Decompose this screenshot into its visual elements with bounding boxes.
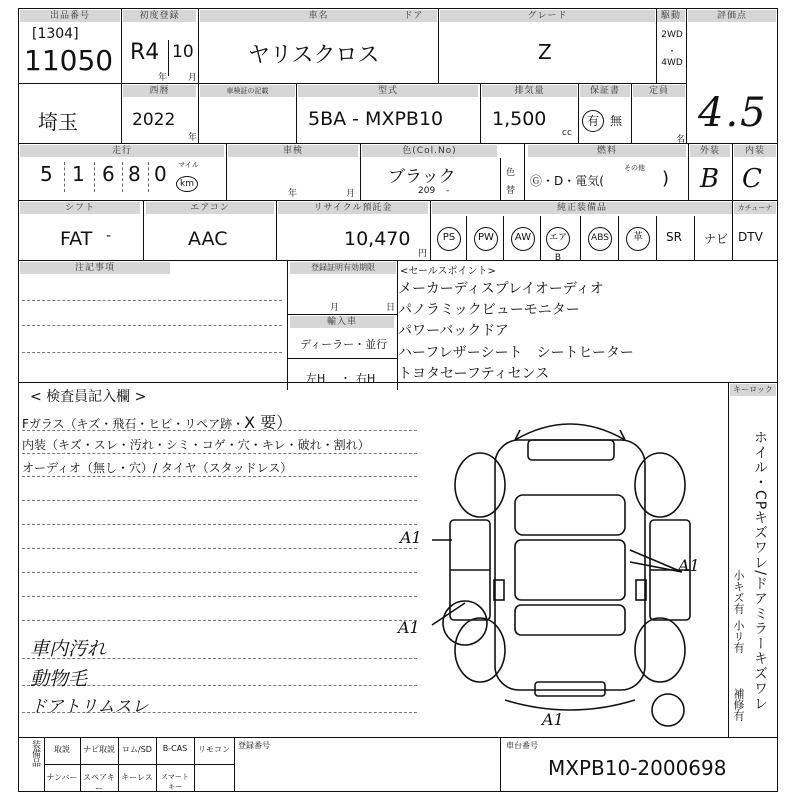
inspector-line-3: オーディオ（無し・穴）/ タイヤ（スタッドレス）: [22, 461, 293, 475]
hdr-mileage: 走行: [20, 145, 224, 157]
divider: [480, 83, 481, 143]
divider: [728, 382, 729, 737]
divider: [694, 216, 695, 260]
car-name: ヤリスクロス: [248, 43, 380, 68]
hdr-exterior: 外装: [690, 145, 730, 157]
import-type: ディーラー・並行: [300, 338, 388, 351]
divider: [686, 8, 687, 143]
divider: [466, 216, 467, 260]
hdr-reg-expiry: 登録証明有効期限: [290, 262, 396, 274]
note-animal-hair: 動物毛: [30, 668, 88, 690]
first-reg-month: 10: [172, 42, 194, 62]
fuel-options: Ⓖ・D・電気(: [530, 174, 604, 188]
fuel-other: その他: [624, 164, 645, 172]
mark-line-left: [432, 603, 465, 625]
hdr-equipment: 純正装備品: [432, 202, 732, 214]
divider: [296, 83, 297, 143]
mileage-digit-3: 6: [102, 162, 115, 186]
note-interior-dirt: 車内汚れ: [30, 638, 107, 660]
divider: [22, 453, 417, 454]
divider: [578, 83, 579, 143]
divider: [22, 325, 282, 326]
interior-grade: C: [742, 164, 762, 194]
divider: [198, 8, 199, 83]
divider: [18, 737, 778, 738]
divider: [22, 300, 282, 301]
rear-left-wheel: [455, 618, 505, 682]
region: 埼玉: [38, 110, 78, 134]
rear-hatch: [535, 682, 605, 696]
sales-point-5: トヨタセーフティセンス: [398, 366, 550, 382]
side-note-small-3: 補修有: [732, 688, 745, 721]
divider: [64, 162, 65, 192]
warranty-no: 無: [610, 114, 623, 128]
hdr-model: 型式: [298, 85, 478, 97]
divider: [287, 260, 288, 390]
divider: [438, 8, 439, 83]
windshield: [515, 495, 625, 535]
divider: [44, 764, 234, 765]
divider: [732, 143, 733, 200]
hdr-shift: シフト: [20, 202, 140, 214]
bottom-col4-top: B-CAS: [162, 744, 188, 753]
chassis-number: MXPB10-2000698: [548, 756, 727, 780]
inspector-line-1-mark: X 要）: [244, 413, 293, 432]
color-side-top: 色: [506, 168, 516, 178]
first-reg-era: R4: [130, 40, 160, 65]
note-door-trim: ドアトリムスレ: [30, 697, 149, 717]
front-bumper-outline: [515, 424, 625, 440]
mark-line-right: [630, 550, 682, 572]
side-note-vertical: ホイル・CPキズワレ/ドアミラーキズワレ: [752, 430, 768, 711]
hdr-recycle-note: 車検証の記載: [200, 85, 295, 97]
divider: [122, 162, 123, 192]
sales-point-2: パノラミックビューモニター: [398, 302, 580, 318]
bottom-col1-bottom: ナンバー: [46, 773, 78, 782]
wheel-mark-circle: [443, 601, 487, 645]
hdr-year-western: 西暦: [123, 85, 196, 97]
cc-unit: cc: [562, 128, 572, 138]
bottom-col2-top: ナビ取説: [83, 745, 115, 754]
mark-right-door: A1: [678, 556, 700, 575]
divider: [22, 500, 417, 501]
chassis-no-label: 車台番号: [506, 741, 538, 750]
equip-aw: AW: [511, 227, 535, 251]
equip-abs: ABS: [588, 227, 612, 251]
frame-top: [18, 8, 778, 9]
hdr-fuel: 燃料: [528, 145, 686, 157]
inspector-line-2: 内装（キズ・スレ・汚れ・シミ・コゲ・穴・キレ・破れ・割れ）: [22, 438, 370, 452]
hdr-shaken: 車検: [228, 145, 358, 157]
hdr-door: ドア: [390, 10, 437, 22]
mileage-unit-km: km: [176, 176, 198, 192]
divider: [22, 352, 282, 353]
import-dot: ・: [340, 372, 351, 385]
bottom-col1-top: 取説: [54, 745, 70, 754]
import-right-h: 右H: [356, 372, 376, 385]
divider: [143, 200, 144, 260]
mark-left-wheel: A1: [398, 618, 420, 637]
divider: [18, 382, 778, 383]
divider: [22, 524, 417, 525]
divider: [22, 572, 417, 573]
divider: [18, 143, 778, 144]
body-outline: [495, 440, 645, 690]
color-name: ブラック: [388, 167, 456, 187]
divider: [148, 162, 149, 192]
aircon-value: AAC: [188, 228, 228, 250]
exterior-grade: B: [700, 164, 720, 194]
hdr-drive: 駆動: [657, 10, 685, 22]
rear-right-wheel: [635, 618, 685, 682]
lot-number: 11050: [24, 44, 114, 77]
divider: [276, 200, 277, 260]
rear-window: [515, 605, 625, 635]
equip-sr: SR: [666, 230, 682, 244]
hdr-notes: 注記事項: [20, 262, 170, 274]
frame-right: [777, 8, 778, 792]
hdr-color: 色(Col.No): [362, 145, 497, 157]
divider: [287, 314, 397, 315]
mark-left-door: A1: [400, 528, 422, 547]
hdr-key-lock: キーロック: [730, 384, 776, 396]
key-mark-circle: [652, 694, 684, 726]
model-value: 5BA - MXPB10: [308, 108, 444, 130]
divider: [18, 200, 778, 201]
equip-airbag: エアB: [546, 227, 570, 251]
bottom-col2-bottom: スペアキー: [83, 773, 115, 793]
divider: [22, 596, 417, 597]
hdr-interior: 内装: [734, 145, 776, 157]
divider: [168, 40, 169, 76]
divider: [656, 216, 657, 260]
divider: [524, 143, 525, 200]
reg-expiry-month: 月: [330, 303, 340, 313]
sales-point-label: <セールスポイント>: [400, 266, 496, 277]
divider: [500, 158, 501, 200]
frame-left: [18, 8, 19, 792]
hdr-grade: グレード: [440, 10, 655, 22]
year-western-unit: 年: [188, 133, 198, 143]
score-value: 4.5: [698, 90, 768, 136]
divider: [503, 216, 504, 260]
hdr-first-reg: 初度登録: [123, 10, 196, 22]
inspector-line-1-text: Fガラス（キズ・飛石・ヒビ・リペア跡・: [22, 417, 245, 431]
divider: [18, 260, 778, 261]
color-side-bottom: 替: [506, 186, 516, 196]
hdr-lot-no: 出品番号: [20, 10, 120, 22]
divider: [618, 216, 619, 260]
side-note-small-2: 小リ有: [732, 620, 745, 653]
equip-navi: ナビ: [704, 232, 729, 246]
bottom-col4-bottom: スマートキー: [161, 773, 189, 791]
divider: [198, 83, 199, 143]
equip-leather: 革: [626, 227, 650, 251]
divider: [631, 83, 632, 143]
divider: [94, 162, 95, 192]
registration-no-label: 登録番号: [238, 741, 270, 750]
divider: [22, 620, 417, 621]
mileage-digit-4: 8: [128, 162, 141, 186]
equip-pw: PW: [474, 227, 498, 251]
divider: [22, 548, 417, 549]
hdr-car-nav: カチューナ: [734, 202, 776, 214]
bottom-col3-top: ロム/SD: [122, 745, 152, 754]
side-note-small-1: 小キズ有: [732, 570, 745, 614]
divider: [22, 476, 417, 477]
front-right-wheel: [635, 453, 685, 517]
hdr-displacement: 排気量: [482, 85, 577, 97]
divider: [656, 8, 657, 83]
equip-ps: PS: [437, 227, 461, 251]
divider: [287, 358, 397, 359]
mileage-digit-5: 0: [154, 162, 167, 186]
color-code: 209: [418, 186, 436, 196]
mileage-digit-1: 5: [40, 162, 53, 186]
color-code-dash: -: [446, 186, 450, 196]
year-western: 2022: [132, 110, 176, 130]
sales-point-3: パワーバックドア: [398, 323, 509, 339]
equip-dtv: DTV: [738, 230, 763, 244]
shift-dash: -: [106, 228, 112, 244]
drive-dot: ・: [667, 47, 677, 57]
sales-point-4: ハーフレザーシート シートヒーター: [398, 345, 634, 361]
hdr-capacity: 定員: [633, 85, 685, 97]
recycle-value: 10,470: [344, 228, 411, 250]
grade-value: Z: [538, 40, 552, 64]
warranty-yes: 有: [582, 110, 604, 132]
rear-bumper-outline: [505, 700, 635, 710]
drive-2wd: 2WD: [661, 30, 683, 40]
mileage-unit-mile: マイル: [178, 161, 199, 169]
frame-bottom: [18, 791, 778, 792]
sales-point-1: メーカーディスプレイオーディオ: [398, 281, 604, 297]
hdr-car-name: 車名: [200, 10, 437, 22]
divider: [22, 430, 417, 431]
lot-code: [1304]: [32, 26, 79, 42]
hdr-recycle: リサイクル預託金: [278, 202, 428, 214]
divider: [580, 216, 581, 260]
divider: [234, 737, 235, 792]
roof: [515, 540, 625, 600]
shaken-year-unit: 年: [288, 189, 298, 199]
capacity-unit: 名: [676, 135, 686, 145]
shaken-month-unit: 月: [346, 189, 356, 199]
hdr-warranty: 保証書: [580, 85, 630, 97]
first-reg-month-unit: 月: [188, 73, 198, 83]
bottom-col5-top: リモコン: [198, 745, 230, 754]
drive-4wd: 4WD: [661, 58, 683, 68]
bottom-col3-bottom: キーレス: [121, 773, 153, 782]
hdr-import: 輸入車: [290, 316, 394, 328]
hdr-score: 評価点: [688, 10, 776, 22]
bottom-left-label: 装備品: [30, 740, 40, 767]
divider: [360, 143, 361, 200]
divider: [688, 143, 689, 200]
inspector-title: < 検査員記入欄 >: [30, 389, 147, 405]
reg-expiry-day: 日: [386, 303, 396, 313]
divider: [18, 83, 686, 84]
hood-front: [528, 440, 614, 460]
mileage-digit-2: 1: [72, 162, 85, 186]
divider: [430, 200, 431, 260]
yen-unit: 円: [418, 249, 428, 259]
divider: [226, 143, 227, 200]
divider: [540, 216, 541, 260]
mark-rear: A1: [542, 710, 564, 729]
shift-value: FAT: [60, 228, 93, 250]
first-reg-year-unit: 年: [158, 73, 168, 83]
divider: [500, 737, 501, 792]
divider: [732, 200, 733, 260]
hdr-aircon: エアコン: [146, 202, 274, 214]
divider: [121, 8, 122, 83]
import-left-h: 左H: [306, 372, 326, 385]
displacement-value: 1,500: [492, 108, 547, 130]
front-left-wheel: [455, 453, 505, 517]
fuel-close: ): [662, 168, 670, 189]
divider: [121, 83, 122, 143]
